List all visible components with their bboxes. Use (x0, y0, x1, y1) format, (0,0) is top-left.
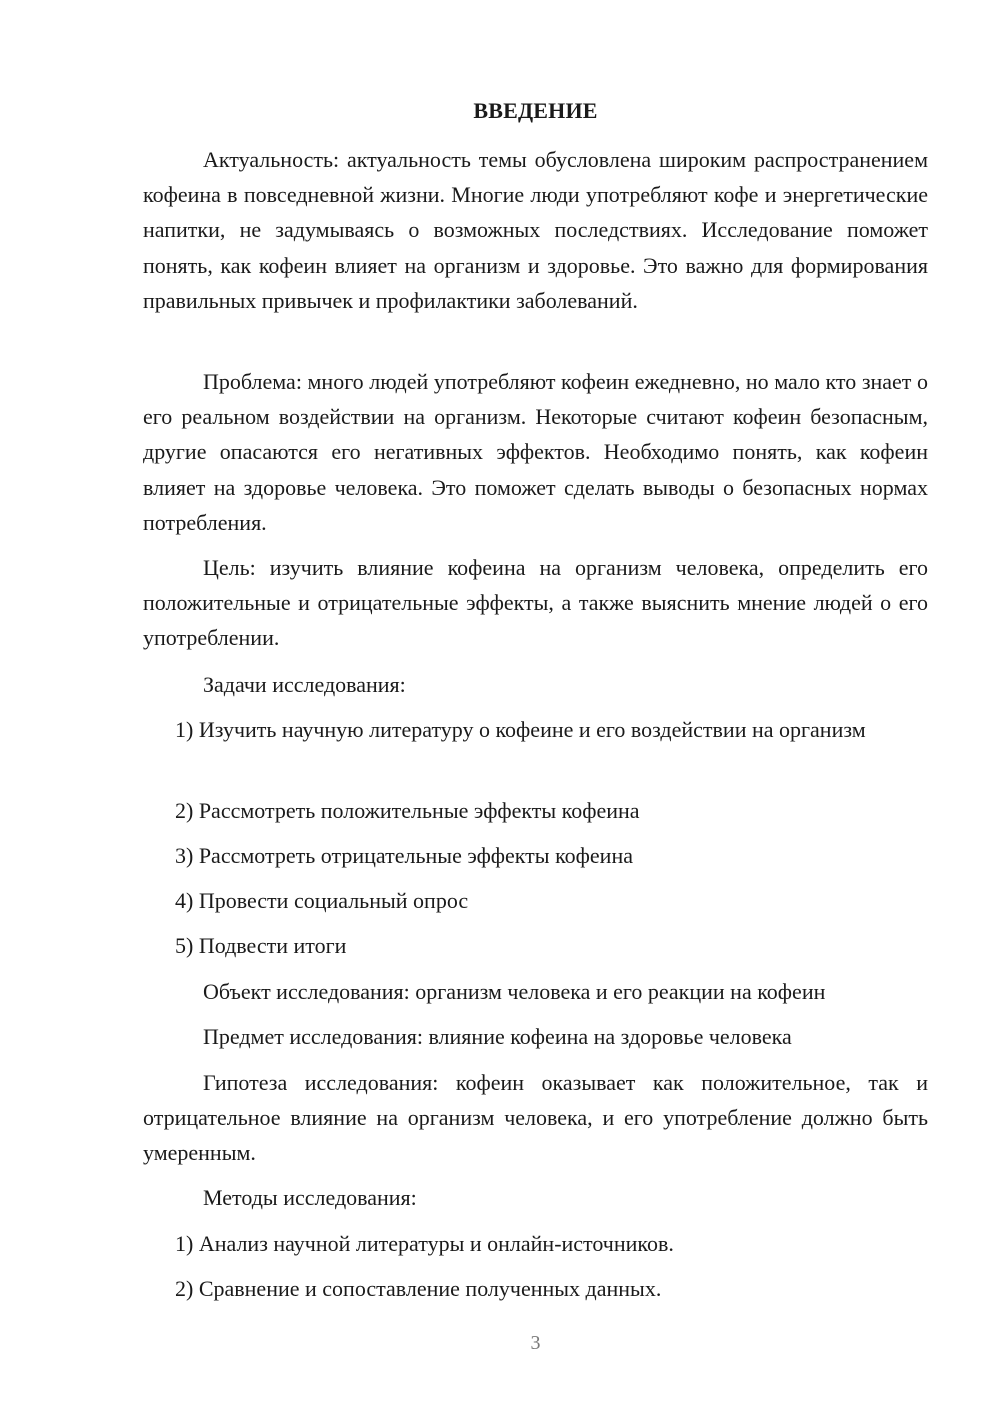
document-page (143, 0, 928, 1414)
tasks-heading: Задачи исследования: (203, 672, 406, 697)
page-title: ВВЕДЕНИЕ (473, 98, 598, 123)
task-item-4: 4) Провести социальный опрос (175, 888, 469, 913)
page-number: 3 (530, 1332, 541, 1354)
subject-paragraph: Предмет исследования: влияние кофеина на здоровье человека (203, 1024, 792, 1049)
hypothesis-paragraph: Гипотеза исследования: кофеин оказывает как положительное, так и отрицательное влияние на организм человека, и его употребление должно быть умеренным. (143, 1070, 928, 1166)
task-item-2: 2) Рассмотреть положительные эффекты кофеина (175, 798, 640, 823)
method-item-1: 1) Анализ научной литературы и онлайн-источников. (175, 1231, 674, 1256)
relevance-paragraph: Актуальность: актуальность темы обусловлена широким распространением кофеина в повседневной жизни. Многие люди употребляют кофе и энергетические напитки, не задумываясь о возможных последствиях. Исследование поможет понять, как кофеин влияет на организм и здоровье. Это важно для формирования правильных привычек и профилактики заболеваний. (143, 147, 928, 313)
goal-paragraph: Цель: изучить влияние кофеина на организм человека, определить его положительные и отрицательные эффекты, а также выяснить мнение людей о его употреблении. (143, 555, 928, 651)
methods-heading: Методы исследования: (203, 1185, 417, 1210)
problem-paragraph: Проблема: много людей употребляют кофеин ежедневно, но мало кто знает о его реальном воздействии на организм. Некоторые считают кофеин безопасным, другие опасаются его негативных эффектов. Необходимо понять, как кофеин влияет на здоровье человека. Это поможет сделать выводы о безопасных нормах потребления. (143, 369, 928, 535)
task-item-5: 5) Подвести итоги (175, 933, 347, 958)
method-item-2: 2) Сравнение и сопоставление полученных данных. (175, 1276, 662, 1301)
task-item-1: 1) Изучить научную литературу о кофеине и его воздействии на организм (175, 717, 866, 742)
object-paragraph: Объект исследования: организм человека и его реакции на кофеин (203, 979, 826, 1004)
task-item-3: 3) Рассмотреть отрицательные эффекты кофеина (175, 843, 633, 868)
